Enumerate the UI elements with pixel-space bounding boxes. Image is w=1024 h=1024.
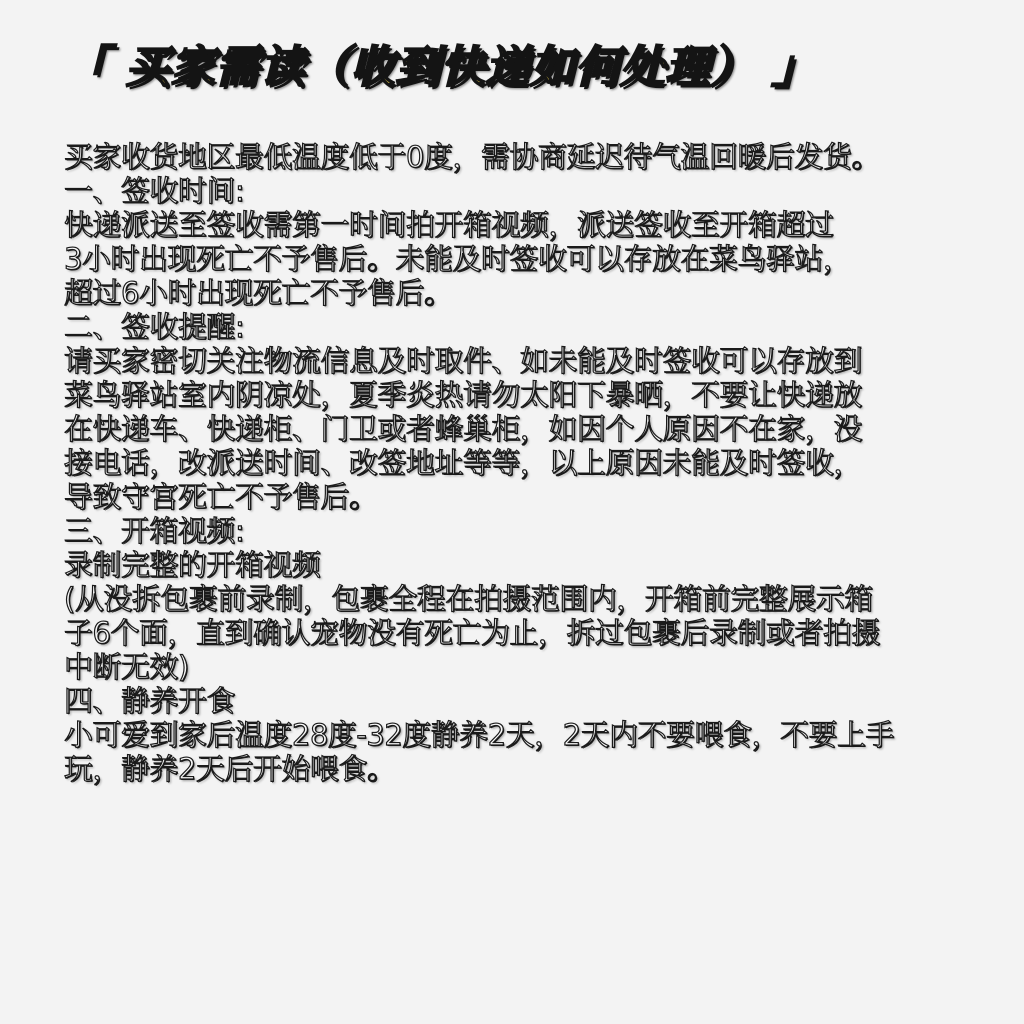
section-heading: 四、静养开食 — [64, 684, 236, 718]
section-heading: 一、签收时间: — [64, 174, 245, 208]
notice-line: 买家收货地区最低温度低于0度，需协商延迟待气温回暖后发货。 — [64, 140, 880, 174]
notice-line: 录制完整的开箱视频 — [64, 548, 321, 582]
notice-line: 子6个面，直到确认宠物没有死亡为止，拆过包裹后录制或者拍摄 — [64, 616, 880, 650]
notice-line: 中断无效) — [64, 650, 189, 684]
notice-line: 3小时出现死亡不予售后。未能及时签收可以存放在菜鸟驿站， — [64, 242, 852, 276]
notice-line: 玩，静养2天后开始喂食。 — [64, 752, 396, 786]
notice-line: 超过6小时出现死亡不予售后。 — [64, 276, 453, 310]
section-heading: 三、开箱视频: — [64, 514, 245, 548]
notice-line: 菜鸟驿站室内阴凉处，夏季炎热请勿太阳下暴晒，不要让快递放 — [64, 378, 863, 412]
notice-line: 快递派送至签收需第一时间拍开箱视频，派送签收至开箱超过 — [64, 208, 834, 242]
page-title: 「 买家需读（收到快递如何处理） 」 — [64, 42, 817, 93]
notice-line: 请买家密切关注物流信息及时取件、如未能及时签收可以存放到 — [64, 344, 863, 378]
section-heading: 二、签收提醒: — [64, 310, 245, 344]
notice-line: 小可爱到家后温度28度-32度静养2天，2天内不要喂食，不要上手 — [64, 718, 895, 752]
notice-line: 在快递车、快递柜、门卫或者蜂巢柜，如因个人原因不在家，没 — [64, 412, 863, 446]
notice-line: 接电话，改派送时间、改签地址等等，以上原因未能及时签收， — [64, 446, 863, 480]
notice-line: 导致守宫死亡不予售后。 — [64, 480, 378, 514]
notice-body — [64, 140, 1014, 786]
notice-line: (从没拆包裹前录制，包裹全程在拍摄范围内，开箱前完整展示箱 — [64, 582, 873, 616]
